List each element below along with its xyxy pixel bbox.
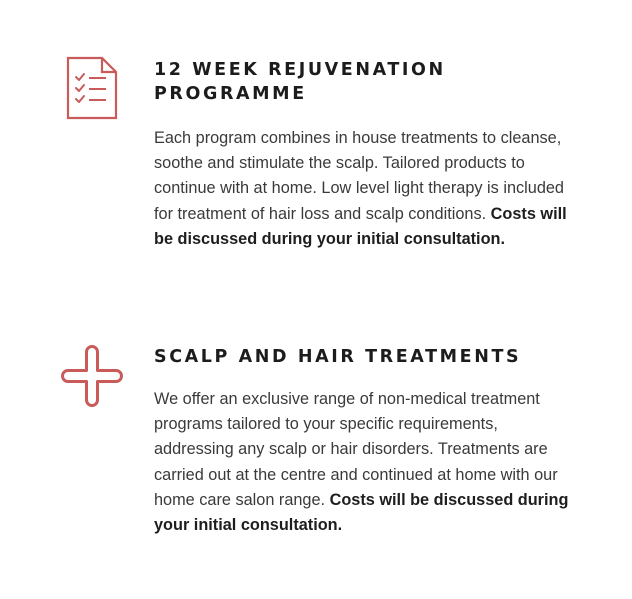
cost-note: Costs will be discussed during your initial consultation. xyxy=(154,204,567,248)
service-description xyxy=(154,387,574,538)
service-title: 12 WEEK REJUVENATION PROGRAMME xyxy=(154,60,446,104)
service-description xyxy=(154,126,574,252)
checklist-document-icon xyxy=(66,56,118,120)
service-title: SCALP AND HAIR TREATMENTS xyxy=(154,347,522,367)
medical-cross-icon xyxy=(60,344,124,408)
service-content xyxy=(154,58,574,252)
cost-note: Costs will be discussed during your initial consultation. xyxy=(154,490,569,535)
description-text: We offer an exclusive range of non-medical treatment programs tailored to your specific requirements, addressing any scalp or hair disorders. Treatments are carried out at the centre and continued at home with our home care salon range. xyxy=(154,390,558,509)
description-text: Each program combines in house treatments to cleanse, soothe and stimulate the scalp. Tailored products to continue with at home. Low level light therapy is included for treatment of hair loss and scalp conditions. xyxy=(154,129,564,223)
service-content xyxy=(154,345,574,538)
